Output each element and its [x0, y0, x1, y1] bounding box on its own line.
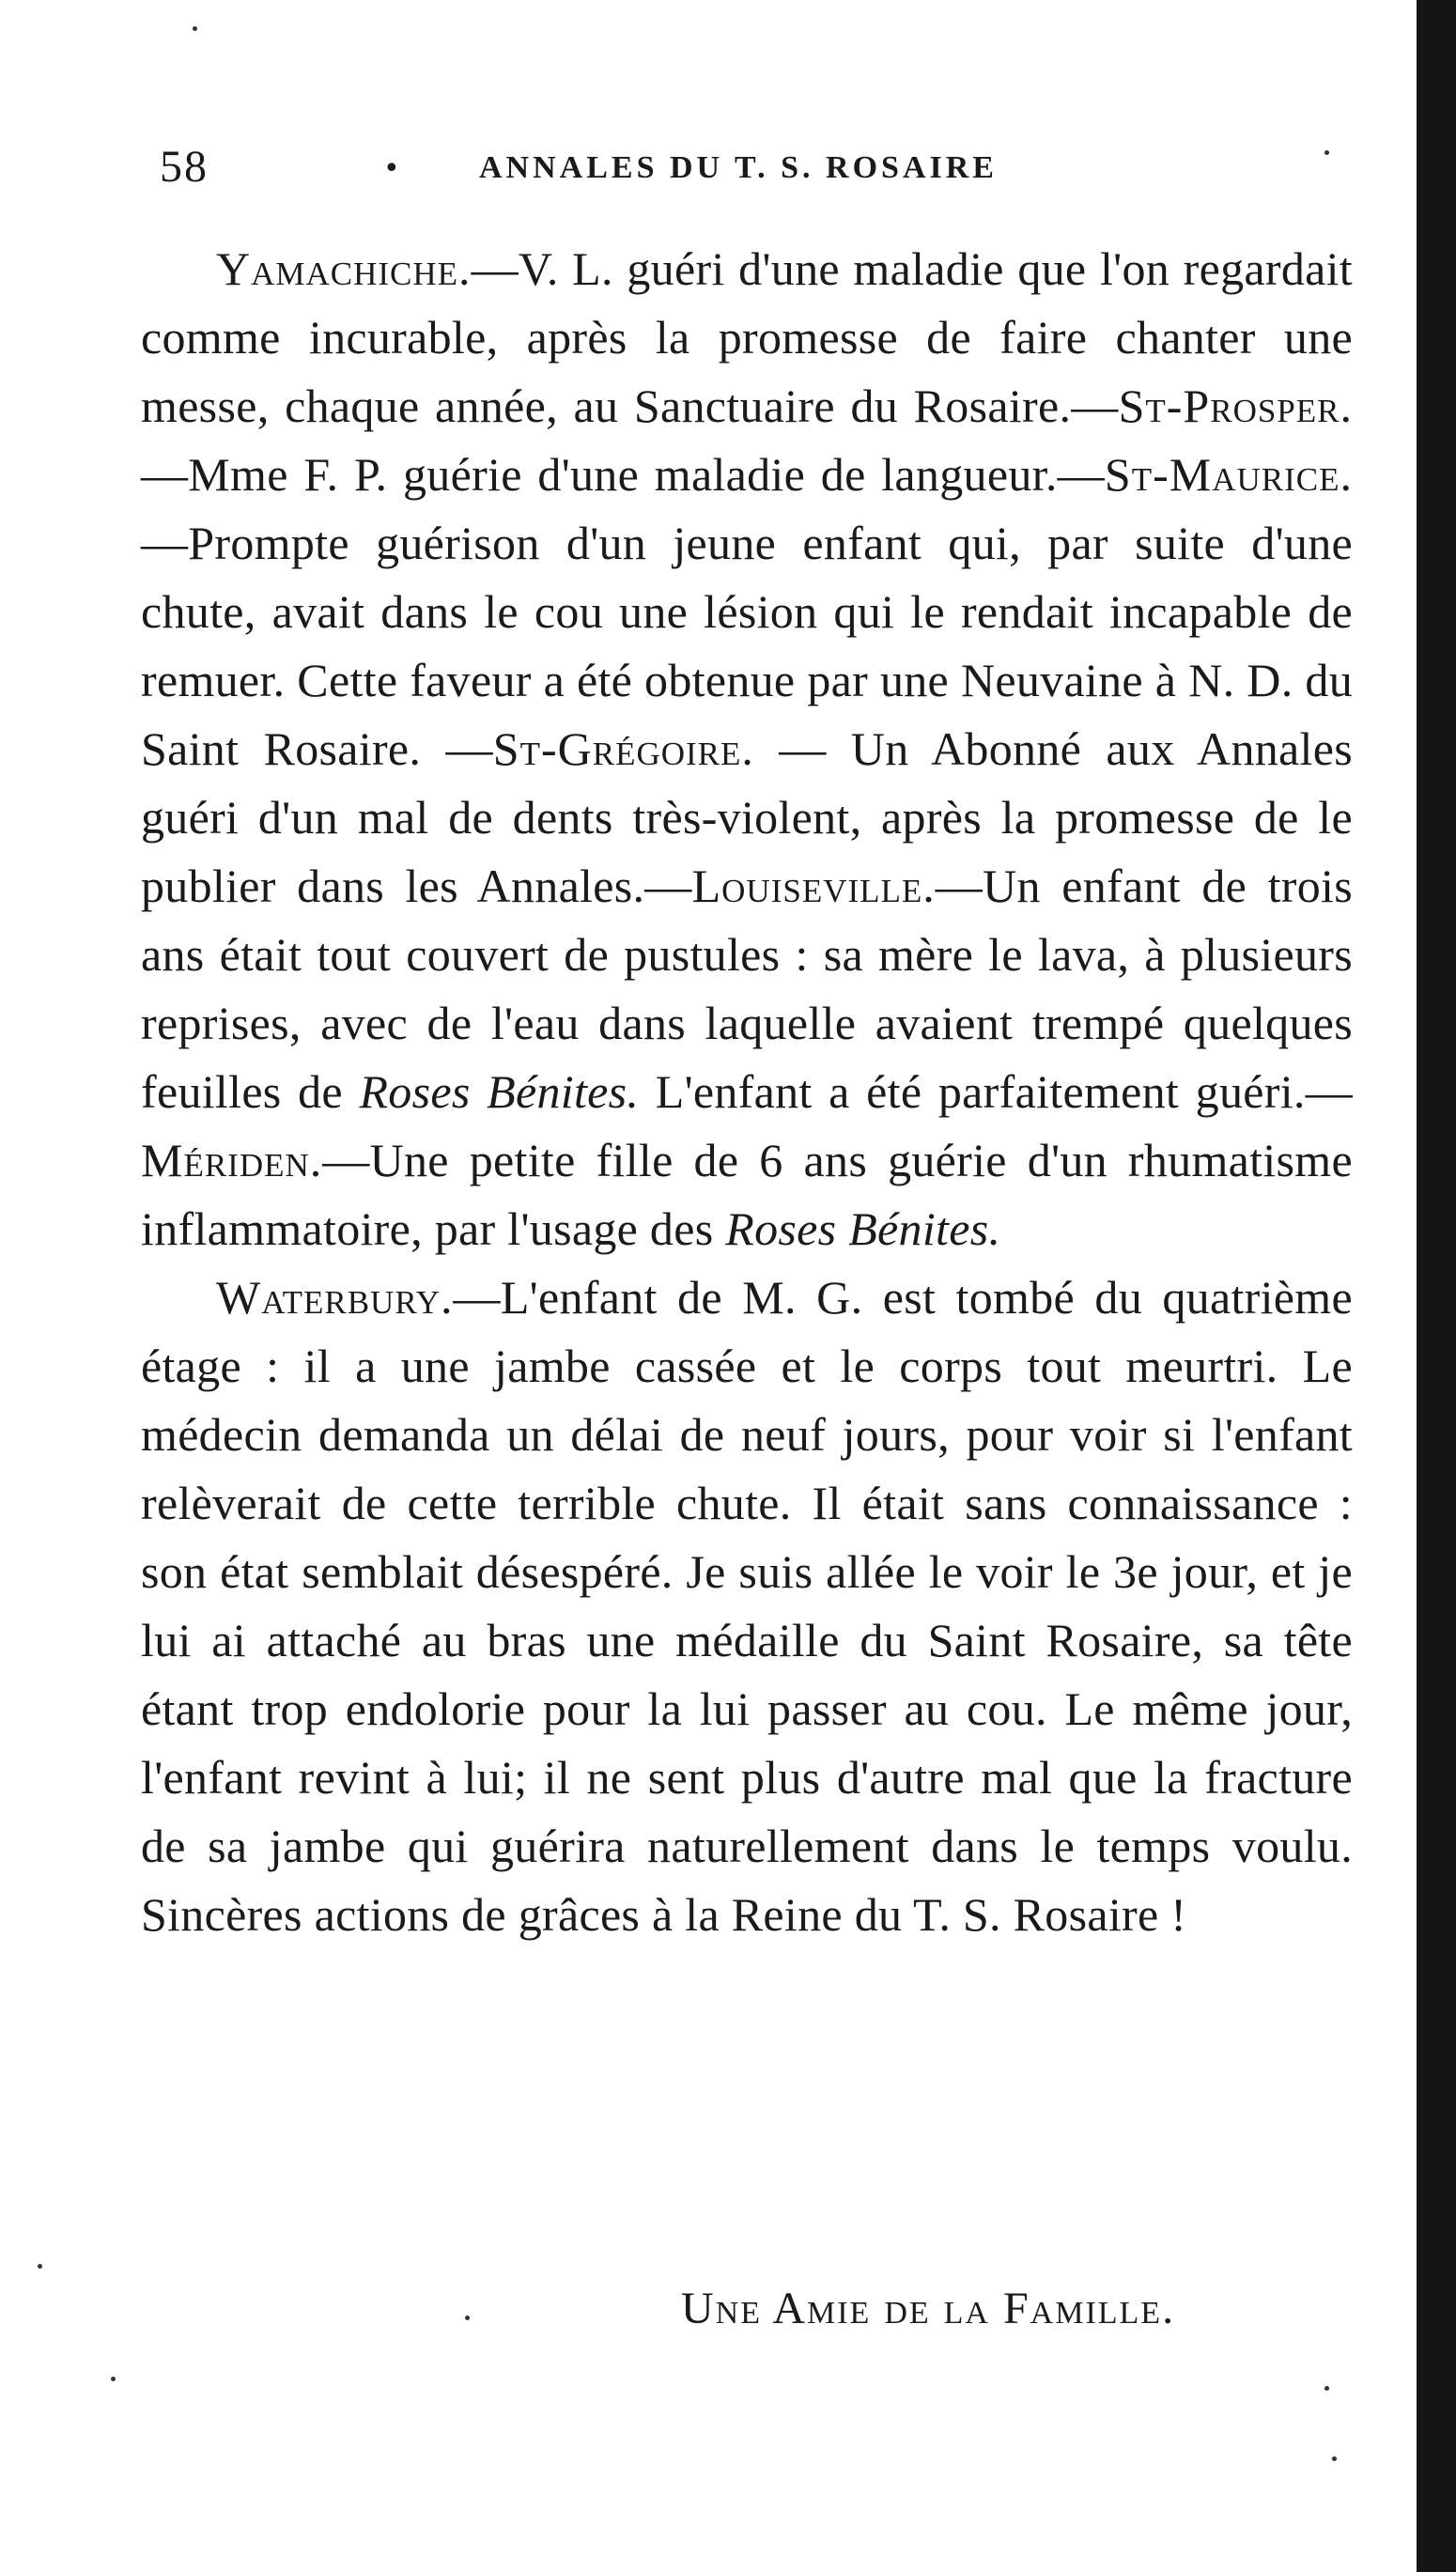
place-name: St-Maurice.: [1104, 448, 1353, 501]
paragraph-waterbury: [141, 1263, 1353, 1949]
header-separator: •: [383, 152, 400, 185]
scan-speck: [111, 2377, 116, 2381]
place-name: St-Prosper.: [1118, 380, 1353, 432]
text-run: —Un enfant de trois ans était tout couvert de pustules : sa mère le lava, à plusieurs reprises, avec de l'eau dans laquelle avaient trempé quelques feuilles de: [141, 860, 1353, 1118]
scan-speck: [193, 26, 197, 31]
scan-speck: [1324, 2386, 1329, 2391]
running-title: ANNALES DU T. S. ROSAIRE: [479, 150, 998, 185]
scan-speck: [465, 2316, 470, 2320]
italic-text: Roses Bénites.: [359, 1065, 640, 1118]
page-number: 58: [160, 142, 209, 192]
place-name: Louiseville.: [691, 860, 936, 912]
text-run: —Une petite fille de 6 ans guérie d'un rhumatisme inflammatoire, par l'usage des: [141, 1134, 1353, 1255]
page-header: [160, 141, 1371, 197]
text-run: —Prompte guérison d'un jeune enfant qui, par suite d'une chute, avait dans le cou une lésion qui le rendait incapable de remuer. Cette faveur a été obtenue par une Neuvaine à N. D. du Saint Rosaire. —: [141, 517, 1353, 775]
text-run: L'enfant a été parfaitement guéri.—: [639, 1065, 1353, 1118]
scan-speck: [38, 2264, 42, 2269]
place-name: St-Grégoire.: [492, 722, 754, 775]
place-name: Yamachiche.: [216, 242, 472, 295]
place-name: Waterbury.: [216, 1271, 454, 1324]
place-name: Mériden.: [141, 1134, 323, 1186]
text-run: —Mme F. P. guérie d'une maladie de langueur.—: [141, 448, 1105, 501]
signature: Une Amie de la Famille.: [681, 2284, 1176, 2333]
scan-speck: [1332, 2456, 1337, 2461]
scan-speck: [1324, 150, 1329, 155]
text-run: —L'enfant de M. G. est tombé du quatrième étage : il a une jambe cassée et le corps tout meurtri. Le médecin demanda un délai de neuf jours, pour voir si l'enfant relèverait de cette terrible chute. Il était sans connaissance : son état semblait désespéré. Je suis allée le voir le 3e jour, et je lui ai attaché au bras une médaille du Saint Rosaire, sa tête étant trop endolorie pour la lui passer au cou. Le même jour, l'enfant revint à lui; il ne sent plus d'autre mal que la fracture de sa jambe qui guérira naturellement dans le temps voulu. Sincères actions de grâces à la Reine du T. S. Rosaire !: [141, 1271, 1353, 1941]
body-text: [141, 235, 1353, 1949]
page-edge-shadow: [1417, 0, 1456, 2572]
paragraph-yamachiche: [141, 235, 1353, 1263]
text-run: —V. L. guéri d'une maladie que l'on regardait comme incurable, après la promesse de faire chanter une messe, chaque année, au Sanctuaire du Rosaire.—: [141, 242, 1353, 432]
text-run: — Un Abonné aux Annales guéri d'un mal de dents très-violent, après la promesse de le publier dans les Annales.—: [141, 722, 1353, 912]
italic-text: Roses Bénites.: [725, 1202, 1001, 1255]
